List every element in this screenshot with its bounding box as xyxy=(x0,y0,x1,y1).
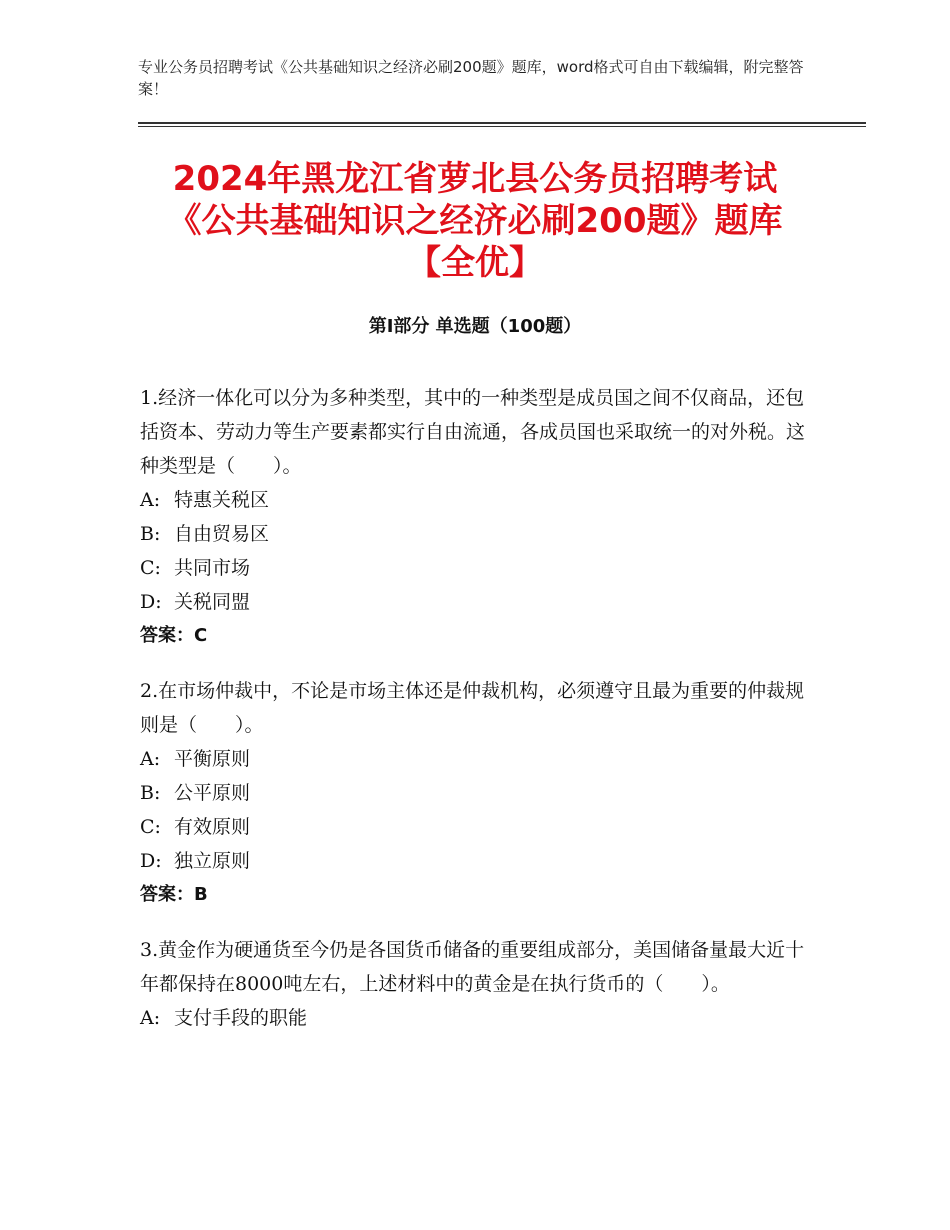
option-key: B: xyxy=(140,523,161,545)
question-2 xyxy=(140,674,810,912)
option-text: 支付手段的职能 xyxy=(174,1007,308,1029)
option-key: C: xyxy=(140,557,161,579)
option-text: 公平原则 xyxy=(174,782,251,804)
option-a xyxy=(140,483,810,517)
option-key: D: xyxy=(140,591,162,613)
question-1 xyxy=(140,381,810,653)
option-a xyxy=(140,1001,810,1035)
option-c xyxy=(140,810,810,844)
option-text: 独立原则 xyxy=(174,850,251,872)
option-key: B: xyxy=(140,782,161,804)
option-text: 有效原则 xyxy=(174,816,251,838)
option-text: 关税同盟 xyxy=(174,591,251,613)
option-d xyxy=(140,585,810,619)
answer-line: 答案：B xyxy=(140,884,208,905)
option-a xyxy=(140,742,810,776)
question-stem: 2.在市场仲裁中，不论是市场主体还是仲裁机构，必须遵守且最为重要的仲裁规则是（ ）。 xyxy=(140,680,805,736)
option-key: D: xyxy=(140,850,162,872)
header-divider-thin xyxy=(138,126,866,127)
option-text: 特惠关税区 xyxy=(174,489,270,511)
option-c xyxy=(140,551,810,585)
option-key: C: xyxy=(140,816,161,838)
document-title: 2024年黑龙江省萝北县公务员招聘考试《公共基础知识之经济必刷200题》题库【全优】 xyxy=(167,159,783,283)
option-key: A: xyxy=(140,748,161,770)
question-stem: 1.经济一体化可以分为多种类型，其中的一种类型是成员国之间不仅商品，还包括资本、劳动力等生产要素都实行自由流通，各成员国也采取统一的对外税。这种类型是（ ）。 xyxy=(140,387,806,477)
section-title: 第Ⅰ部分 单选题（100题） xyxy=(368,316,582,337)
option-d xyxy=(140,844,810,878)
answer-line: 答案：C xyxy=(140,625,208,646)
option-key: A: xyxy=(140,1007,161,1029)
option-text: 自由贸易区 xyxy=(174,523,270,545)
option-text: 共同市场 xyxy=(174,557,251,579)
header-divider-thick xyxy=(138,122,866,124)
question-list xyxy=(140,381,810,1056)
option-b xyxy=(140,517,810,551)
option-text: 平衡原则 xyxy=(174,748,251,770)
header-note: 专业公务员招聘考试《公共基础知识之经济必刷200题》题库，word格式可自由下载编辑，附完整答案！ xyxy=(138,58,804,98)
question-stem: 3.黄金作为硬通货至今仍是各国货币储备的重要组成部分，美国储备量最大近十年都保持在8000吨左右，上述材料中的黄金是在执行货币的（ ）。 xyxy=(140,939,805,995)
option-key: A: xyxy=(140,489,161,511)
option-b xyxy=(140,776,810,810)
question-3 xyxy=(140,933,810,1035)
